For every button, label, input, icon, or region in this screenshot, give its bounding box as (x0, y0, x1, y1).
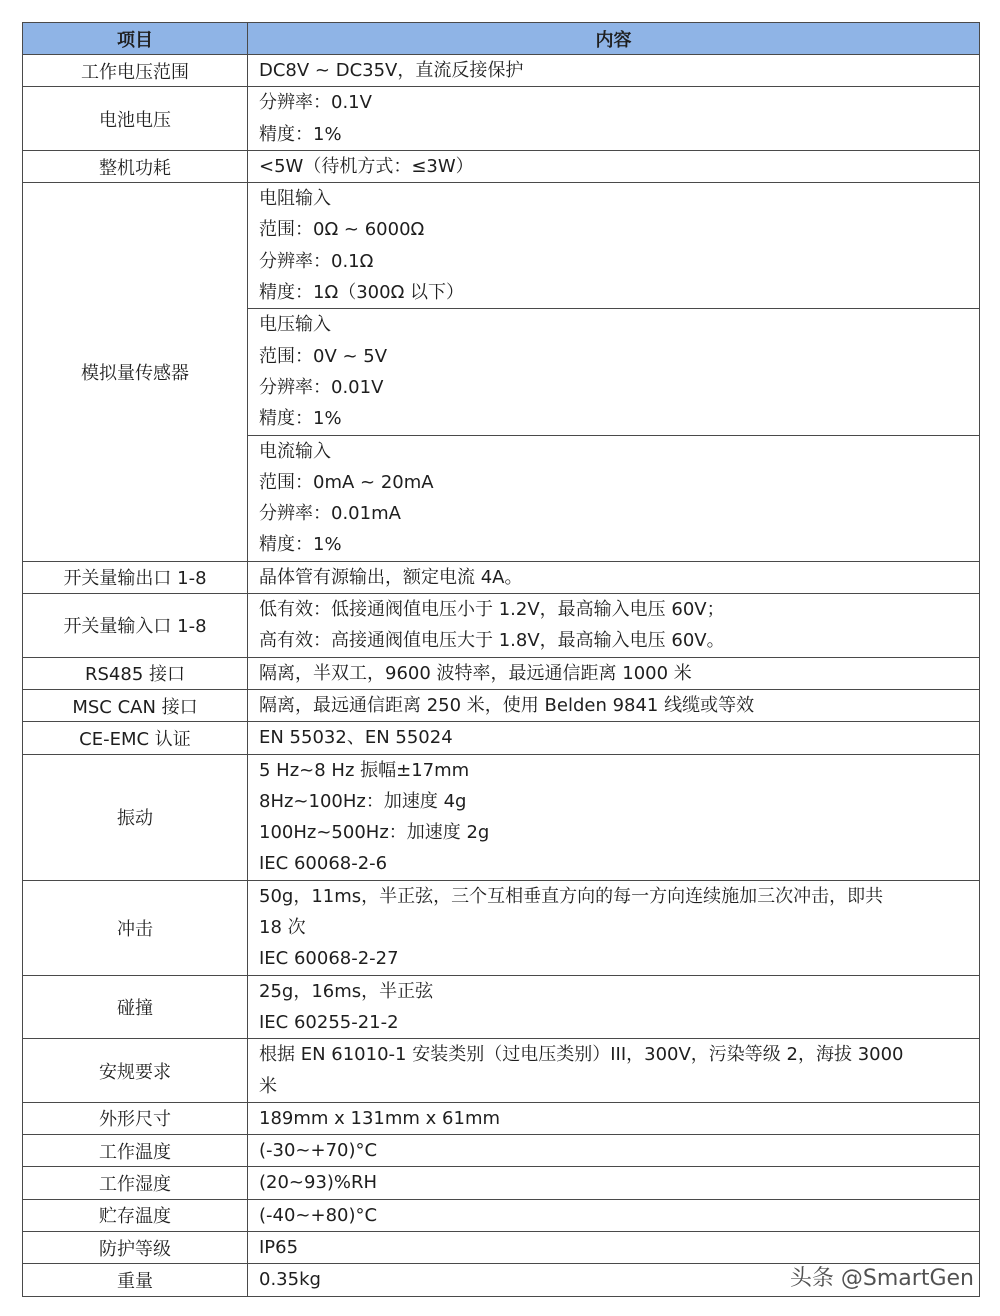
content-line: 低有效：低接通阀值电压小于 1.2V，最高输入电压 60V； (259, 599, 725, 621)
row-content (248, 754, 980, 880)
content-line: (-30~+70)°C (259, 1140, 378, 1162)
row-content (248, 1102, 980, 1134)
row-content (248, 1135, 980, 1167)
table-row (23, 1231, 980, 1263)
content-line: 高有效：高接通阀值电压大于 1.8V，最高输入电压 60V。 (259, 630, 725, 652)
content-line: 范围：0mA ~ 20mA (259, 471, 434, 493)
row-content (248, 309, 980, 435)
content-line: DC8V ~ DC35V，直流反接保护 (259, 60, 524, 81)
row-content (248, 1199, 980, 1231)
content-line: 分辨率：0.1V (259, 92, 372, 114)
table-row (23, 722, 980, 754)
content-line: 精度：1Ω（300Ω 以下） (259, 282, 465, 304)
content-line: 晶体管有源输出，额定电流 4A。 (259, 566, 523, 588)
table-row (23, 657, 980, 689)
table-row (23, 754, 980, 880)
table-body (23, 55, 980, 1297)
table-row (23, 183, 980, 309)
row-content (248, 561, 980, 593)
table-row (23, 1039, 980, 1103)
row-content (248, 657, 980, 689)
row-label: 电池电压 (23, 87, 248, 151)
row-content (248, 55, 980, 87)
content-line: IEC 60068-2-6 (259, 853, 388, 875)
row-content (248, 1231, 980, 1263)
content-line: 隔离，最远通信距离 250 米，使用 Belden 9841 线缆或等效 (259, 694, 755, 716)
content-line: IP65 (259, 1236, 299, 1258)
row-label: 整机功耗 (23, 150, 248, 182)
row-label: 开关量输出口 1-8 (23, 561, 248, 593)
content-line: 25g，16ms，半正弦 (259, 980, 434, 1002)
row-content (248, 722, 980, 754)
content-line: 电流输入 (259, 440, 331, 462)
content-line: 米 (259, 1075, 277, 1097)
row-content (248, 975, 980, 1039)
row-content (248, 689, 980, 721)
table-row (23, 1102, 980, 1134)
content-line: 精度：1% (259, 408, 342, 430)
table-row (23, 689, 980, 721)
watermark: 头条 @SmartGen (789, 1266, 974, 1291)
row-label: 安规要求 (23, 1039, 248, 1103)
content-line: 0.35kg (259, 1269, 321, 1291)
content-line: 精度：1% (259, 534, 342, 556)
row-label: 碰撞 (23, 975, 248, 1039)
row-label: 冲击 (23, 880, 248, 975)
header-item: 项目 (23, 23, 248, 55)
row-content (248, 150, 980, 182)
table-row (23, 594, 980, 658)
row-label: MSC CAN 接口 (23, 689, 248, 721)
row-content (248, 87, 980, 151)
row-content (248, 1039, 980, 1103)
spec-table (22, 22, 980, 1297)
header-content: 内容 (248, 23, 980, 55)
content-line: 范围：0V ~ 5V (259, 345, 388, 367)
content-line: 电阻输入 (259, 188, 331, 210)
table-row (23, 880, 980, 975)
row-label: RS485 接口 (23, 657, 248, 689)
content-line: (20~93)%RH (259, 1172, 378, 1194)
content-line: 189mm x 131mm x 61mm (259, 1107, 501, 1129)
row-label: 振动 (23, 754, 248, 880)
table-row (23, 561, 980, 593)
content-line: 分辨率：0.01V (259, 376, 384, 398)
content-line: (-40~+80)°C (259, 1204, 378, 1226)
content-line: 范围：0Ω ~ 6000Ω (259, 219, 425, 241)
content-line: 50g，11ms，半正弦，三个互相垂直方向的每一方向连续施加三次冲击，即共 (259, 885, 884, 907)
table-row (23, 87, 980, 151)
table-row (23, 1135, 980, 1167)
row-label: 贮存温度 (23, 1199, 248, 1231)
content-line: EN 55032、EN 55024 (259, 727, 453, 749)
table-row (23, 1199, 980, 1231)
content-line: 分辨率：0.1Ω (259, 250, 374, 272)
row-content (248, 594, 980, 658)
table-row (23, 150, 980, 182)
content-line: IEC 60255-21-2 (259, 1011, 399, 1033)
table-row (23, 55, 980, 87)
row-content (248, 1167, 980, 1199)
row-label: 外形尺寸 (23, 1102, 248, 1134)
content-line: 隔离，半双工，9600 波特率，最远通信距离 1000 米 (259, 662, 692, 684)
row-label: 防护等级 (23, 1231, 248, 1263)
content-line: 电压输入 (259, 314, 331, 336)
row-label: 重量 (23, 1264, 248, 1296)
row-label: 模拟量传感器 (23, 183, 248, 562)
content-line: 8Hz~100Hz：加速度 4g (259, 790, 467, 812)
content-line: IEC 60068-2-27 (259, 948, 399, 970)
row-label: 工作电压范围 (23, 55, 248, 87)
content-line: 5 Hz~8 Hz 振幅±17mm (259, 759, 470, 781)
content-line: 分辨率：0.01mA (259, 503, 401, 525)
row-label: 工作湿度 (23, 1167, 248, 1199)
row-content (248, 880, 980, 975)
content-line: <5W（待机方式：≤3W） (259, 155, 474, 177)
row-label: 开关量输入口 1-8 (23, 594, 248, 658)
content-line: 根据 EN 61010-1 安装类别（过电压类别）III，300V，污染等级 2，海拔 3000 (259, 1044, 904, 1066)
row-label: 工作温度 (23, 1135, 248, 1167)
row-content (248, 435, 980, 561)
content-line: 18 次 (259, 917, 306, 939)
row-content (248, 183, 980, 309)
table-header-row (23, 23, 980, 55)
table-row (23, 975, 980, 1039)
row-label: CE-EMC 认证 (23, 722, 248, 754)
content-line: 100Hz~500Hz：加速度 2g (259, 822, 490, 844)
content-line: 精度：1% (259, 123, 342, 145)
table-row (23, 1167, 980, 1199)
